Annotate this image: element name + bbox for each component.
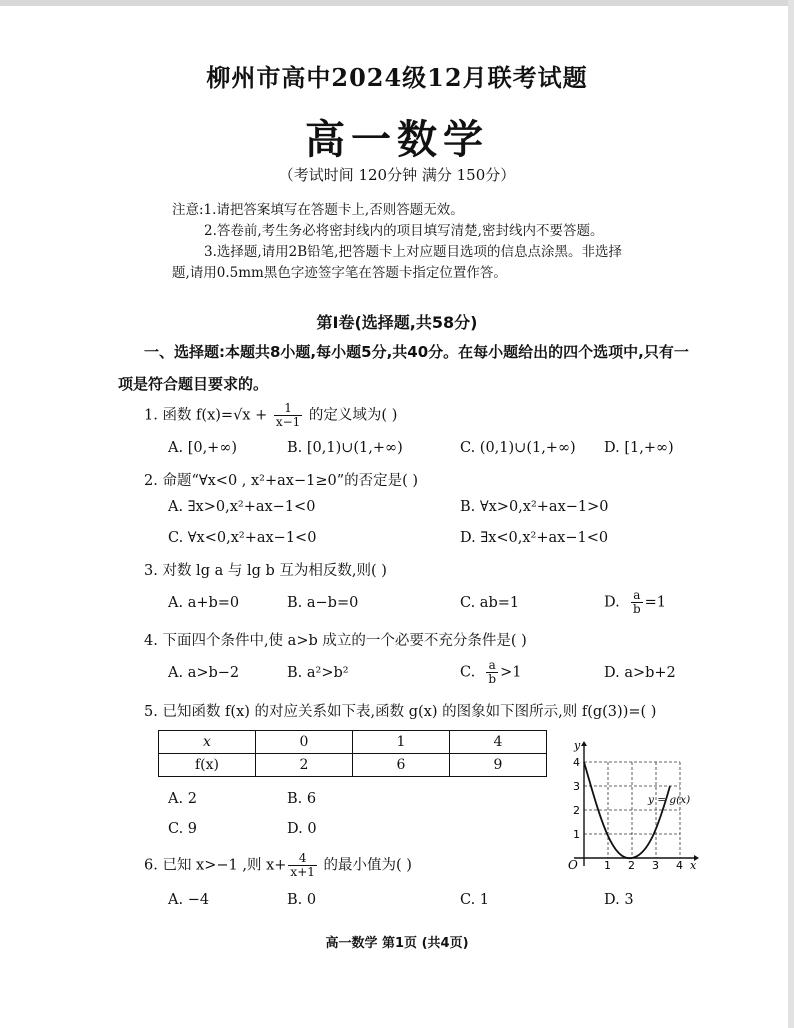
y-axis-label: y (574, 739, 581, 752)
option-b[interactable]: B. a−b=0 (287, 595, 359, 611)
question-4 (144, 629, 527, 650)
y-tick-label: 3 (573, 780, 580, 793)
question-stem-end: 的最小值为( ) (318, 857, 412, 874)
option-a[interactable]: A. ∃x>0,x²+ax−1<0 (168, 499, 316, 515)
option-d[interactable]: D. [1,+∞) (604, 440, 674, 456)
option-c[interactable]: C. $\frac{a}{b}$ >1 (460, 658, 522, 686)
question-1 (144, 402, 397, 429)
table-cell: 4 (450, 731, 547, 754)
option-a[interactable]: A. a+b=0 (168, 595, 240, 611)
option-b[interactable]: B. 6 (287, 791, 317, 807)
table-cell: x (203, 734, 211, 750)
question-stem: 已知函数 f(x) 的对应关系如下表,函数 g(x) 的图象如下图所示,则 f(g(3))=( ) (162, 704, 657, 720)
fraction: $\frac{a}{b}$ (488, 658, 497, 686)
question-stem-end: 的定义域为( ) (304, 407, 398, 424)
option-a[interactable]: A. [0,+∞) (168, 440, 238, 456)
table-cell: 1 (353, 731, 450, 754)
option-b[interactable]: B. ∀x>0,x²+ax−1>0 (460, 499, 609, 515)
exam-title: 柳州市高中2024级12月联考试题 (206, 63, 588, 92)
option-c[interactable]: C. 9 (168, 821, 198, 837)
option-a[interactable]: A. 2 (168, 791, 197, 807)
question-number: 1. (144, 407, 158, 424)
table-cell: 6 (353, 754, 450, 777)
subject-title: 高一数学 (305, 116, 489, 163)
question-stem: 下面四个条件中,使 a>b 成立的一个必要不充分条件是( ) (162, 633, 527, 649)
y-axis-arrow-icon (581, 741, 587, 746)
option-c[interactable]: C. (0,1)∪(1,+∞) (460, 440, 576, 456)
option-d[interactable]: D. 0 (287, 821, 317, 837)
question-stem: 函数 f(x)=√x + (162, 407, 272, 424)
y-tick-label: 2 (573, 804, 580, 817)
note-line: 3.选择题,请用2B铅笔,把答题卡上对应题目选项的信息点涂黑。非选择 (204, 244, 622, 260)
option-c[interactable]: C. ∀x<0,x²+ax−1<0 (168, 530, 317, 546)
option-d[interactable]: D. $\frac{a}{b}$ =1 (604, 588, 666, 616)
x-tick-label: 4 (676, 859, 683, 870)
option-c[interactable]: C. 1 (460, 892, 490, 908)
x-tick-label: 1 (604, 859, 611, 870)
table-cell: 0 (256, 731, 353, 754)
table-row (159, 731, 547, 754)
question-3 (144, 559, 387, 580)
y-tick-label: 4 (573, 756, 580, 769)
exam-info: （考试时间 120分钟 满分 150分） (278, 166, 516, 184)
option-c[interactable]: C. ab=1 (460, 595, 520, 611)
page-edge-top (0, 0, 794, 6)
x-axis-label: x (690, 859, 697, 870)
fraction: $\frac{4}{x+1}$ (290, 851, 315, 879)
option-a[interactable]: A. −4 (168, 892, 210, 908)
x-tick-label: 3 (652, 859, 659, 870)
question-number: 6. (144, 857, 158, 874)
question-5 (144, 700, 656, 721)
option-a[interactable]: A. a>b−2 (168, 665, 240, 681)
question-stem: 对数 lg a 与 lg b 互为相反数,则( ) (162, 563, 387, 579)
option-d[interactable]: D. ∃x<0,x²+ax−1<0 (460, 530, 609, 546)
fraction: $\frac{1}{x-1}$ (275, 401, 301, 429)
note-line: 2.答卷前,考生务必将密封线内的项目填写清楚,密封线内不要答题。 (204, 223, 604, 239)
option-b[interactable]: B. [0,1)∪(1,+∞) (287, 440, 403, 456)
fraction: $\frac{a}{b}$ (632, 588, 641, 616)
table-cell: 2 (256, 754, 353, 777)
table-row (159, 754, 547, 777)
option-b[interactable]: B. a²>b² (287, 665, 349, 681)
function-graph (560, 738, 700, 870)
question-stem: 命题“∀x<0 , x²+ax−1≥0”的否定是( ) (162, 473, 419, 489)
option-b[interactable]: B. 0 (287, 892, 317, 908)
y-tick-label: 1 (573, 828, 580, 841)
notes-block (172, 200, 692, 284)
note-line: 题,请用0.5mm黑色字迹签字笔在答题卡指定位置作答。 (172, 265, 507, 281)
question-2 (144, 469, 418, 490)
page-footer: 高一数学 第1页 (共4页) (325, 936, 469, 951)
table-cell: 9 (450, 754, 547, 777)
section-title: 第Ⅰ卷(选择题,共58分) (316, 313, 478, 332)
function-table (158, 730, 547, 777)
curve-label: y = g(x) (648, 794, 691, 806)
origin-label: O (568, 858, 578, 870)
question-stem: 已知 x>−1 ,则 x+ (162, 857, 287, 874)
section-description: 一、选择题:本题共8小题,每小题5分,共40分。在每小题给出的四个选项中,只有一项是符合题目要求的。 (118, 343, 689, 393)
table-cell: f(x) (159, 754, 256, 777)
question-number: 2. (144, 473, 158, 489)
question-number: 3. (144, 563, 158, 579)
option-d[interactable]: D. 3 (604, 892, 634, 908)
question-number: 5. (144, 704, 158, 720)
x-tick-label: 2 (628, 859, 635, 870)
question-6 (144, 852, 412, 879)
option-d[interactable]: D. a>b+2 (604, 665, 676, 681)
note-line: 注意:1.请把答案填写在答题卡上,否则答题无效。 (172, 202, 464, 218)
question-number: 4. (144, 633, 158, 649)
